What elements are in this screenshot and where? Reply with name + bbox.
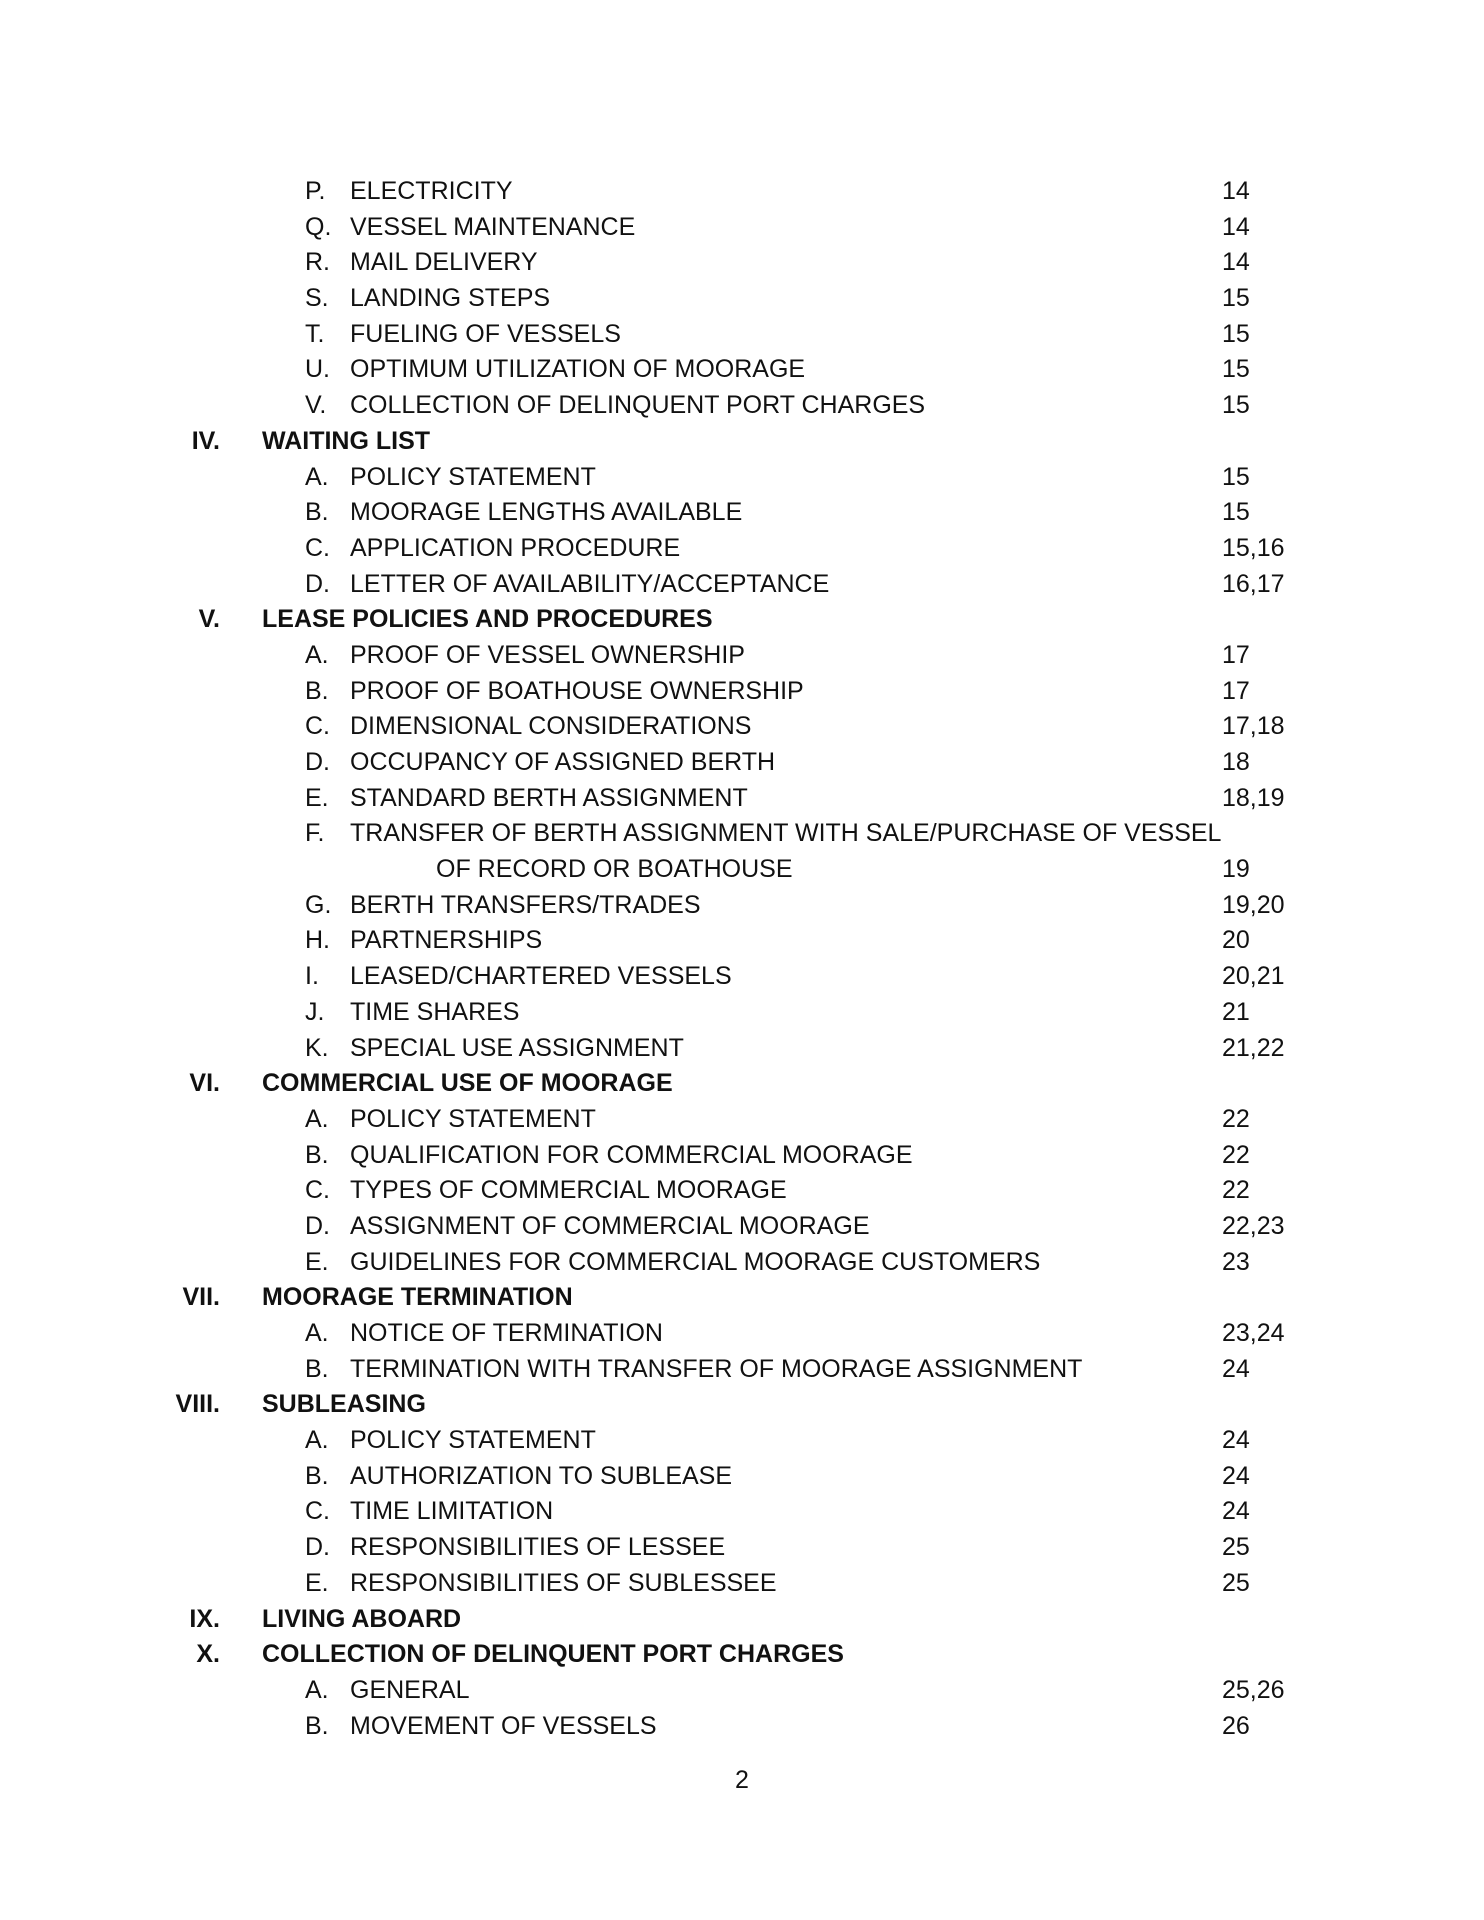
toc-section-heading (0, 1602, 1484, 1638)
entry-letter: B. (305, 1711, 329, 1740)
toc-entry (0, 567, 1484, 603)
entry-page: 22,23 (1222, 1211, 1285, 1240)
entry-title: RESPONSIBILITIES OF SUBLESSEE (350, 1568, 777, 1597)
toc-entry (0, 959, 1484, 995)
entry-page: 15 (1222, 284, 1250, 313)
entry-letter: U. (305, 355, 330, 384)
entry-page: 15 (1222, 462, 1250, 491)
toc-entry (0, 352, 1484, 388)
entry-letter: F. (305, 819, 325, 848)
entry-letter: T. (305, 319, 325, 348)
entry-letter: A. (305, 1426, 329, 1455)
entry-title: ELECTRICITY (350, 177, 513, 205)
entry-letter: G. (305, 890, 332, 919)
entry-title: NOTICE OF TERMINATION (350, 1319, 663, 1347)
section-title: COMMERCIAL USE OF MOORAGE (262, 1069, 673, 1098)
entry-title: DIMENSIONAL CONSIDERATIONS (350, 712, 752, 741)
entry-page: 17,18 (1222, 712, 1285, 741)
entry-title: OCCUPANCY OF ASSIGNED BERTH (350, 748, 776, 776)
toc-entry-continuation (0, 852, 1484, 888)
entry-title: VESSEL MAINTENANCE (350, 212, 636, 241)
entry-title: PROOF OF BOATHOUSE OWNERSHIP (350, 676, 804, 705)
entry-page: 14 (1222, 248, 1250, 277)
section-numeral: IV. (191, 426, 220, 455)
toc-entry (0, 460, 1484, 496)
toc-entry (0, 781, 1484, 817)
entry-letter: B. (305, 1461, 329, 1490)
entry-page: 21,22 (1222, 1033, 1285, 1062)
entry-letter: C. (305, 1497, 330, 1526)
section-title: WAITING LIST (262, 426, 431, 455)
entry-page: 15 (1222, 391, 1250, 420)
entry-title: OPTIMUM UTILIZATION OF MOORAGE (350, 355, 806, 384)
section-numeral: VIII. (175, 1390, 220, 1419)
toc-entry (0, 1352, 1484, 1388)
entry-page: 14 (1222, 212, 1250, 241)
toc-entry (0, 317, 1484, 353)
toc-entry (0, 1566, 1484, 1602)
toc-entry (0, 281, 1484, 317)
entry-letter: C. (305, 1176, 330, 1205)
entry-letter: R. (305, 248, 330, 277)
entry-title: SPECIAL USE ASSIGNMENT (350, 1033, 684, 1062)
toc-entry (0, 816, 1484, 852)
entry-letter: H. (305, 926, 330, 955)
entry-letter: E. (305, 1568, 329, 1597)
toc-entry (0, 674, 1484, 710)
entry-title: TYPES OF COMMERCIAL MOORAGE (350, 1176, 787, 1205)
entry-title: LANDING STEPS (350, 284, 551, 313)
entry-letter: D. (305, 748, 330, 776)
entry-page: 24 (1222, 1426, 1250, 1455)
toc-entry (0, 1245, 1484, 1281)
entry-title: MAIL DELIVERY (350, 248, 538, 277)
entry-title: MOVEMENT OF VESSELS (350, 1711, 657, 1740)
entry-page: 21 (1222, 997, 1250, 1026)
entry-letter: P. (305, 177, 326, 205)
entry-title: PROOF OF VESSEL OWNERSHIP (350, 640, 745, 669)
toc-entry (0, 1673, 1484, 1709)
toc-entry (0, 1316, 1484, 1352)
entry-title: PARTNERSHIPS (350, 926, 543, 955)
page-number: 2 (735, 1766, 749, 1794)
entry-page: 20 (1222, 926, 1250, 955)
entry-page: 19 (1222, 855, 1250, 884)
entry-title: LEASED/CHARTERED VESSELS (350, 962, 732, 991)
entry-page: 25,26 (1222, 1675, 1285, 1704)
entry-page: 25 (1222, 1568, 1250, 1597)
section-numeral: VI. (189, 1069, 220, 1098)
entry-title: ASSIGNMENT OF COMMERCIAL MOORAGE (350, 1211, 870, 1240)
toc-entry (0, 1530, 1484, 1566)
toc-entry (0, 995, 1484, 1031)
entry-title: FUELING OF VESSELS (350, 319, 621, 348)
section-title: LEASE POLICIES AND PROCEDURES (262, 605, 713, 634)
toc-section-heading (0, 1280, 1484, 1316)
entry-letter: D. (305, 1211, 330, 1240)
toc-section-heading (0, 602, 1484, 638)
entry-page: 24 (1222, 1461, 1250, 1490)
entry-title: APPLICATION PROCEDURE (350, 533, 681, 562)
entry-page: 26 (1222, 1711, 1250, 1740)
toc-entry (0, 745, 1484, 781)
entry-letter: I. (305, 962, 319, 991)
table-of-contents (0, 174, 1484, 1744)
entry-letter: D. (305, 1533, 330, 1562)
entry-title: TIME SHARES (350, 997, 520, 1026)
toc-entry (0, 638, 1484, 674)
section-title: COLLECTION OF DELINQUENT PORT CHARGES (262, 1640, 844, 1669)
entry-page: 22 (1222, 1104, 1250, 1133)
toc-entry (0, 1459, 1484, 1495)
section-title: LIVING ABOARD (262, 1604, 462, 1633)
toc-entry (0, 388, 1484, 424)
entry-letter: C. (305, 533, 330, 562)
entry-title: TIME LIMITATION (350, 1497, 554, 1526)
toc-entry (0, 495, 1484, 531)
entry-page: 24 (1222, 1354, 1250, 1383)
toc-entry (0, 1209, 1484, 1245)
entry-page: 16,17 (1222, 569, 1285, 598)
section-numeral: VII. (182, 1283, 220, 1312)
entry-page: 15,16 (1222, 533, 1285, 562)
entry-title: QUALIFICATION FOR COMMERCIAL MOORAGE (350, 1140, 913, 1169)
entry-letter: J. (305, 997, 325, 1026)
entry-title: STANDARD BERTH ASSIGNMENT (350, 783, 748, 812)
toc-entry (0, 1102, 1484, 1138)
entry-page: 17 (1222, 640, 1250, 669)
entry-title: POLICY STATEMENT (350, 1426, 596, 1455)
entry-letter: A. (305, 1319, 329, 1347)
entry-title: GENERAL (350, 1675, 470, 1704)
toc-entry (0, 531, 1484, 567)
entry-page: 23,24 (1222, 1319, 1285, 1347)
entry-title: BERTH TRANSFERS/TRADES (350, 890, 701, 919)
entry-title: OF RECORD OR BOATHOUSE (436, 855, 793, 884)
entry-letter: K. (305, 1033, 329, 1062)
section-numeral: V. (198, 605, 220, 634)
entry-page: 15 (1222, 319, 1250, 348)
entry-title: AUTHORIZATION TO SUBLEASE (350, 1461, 733, 1490)
entry-letter: A. (305, 1675, 329, 1704)
entry-title: TERMINATION WITH TRANSFER OF MOORAGE ASSIGNMENT (350, 1354, 1083, 1383)
entry-title: MOORAGE LENGTHS AVAILABLE (350, 498, 743, 527)
toc-entry (0, 1031, 1484, 1067)
toc-entry (0, 1494, 1484, 1530)
entry-page: 25 (1222, 1533, 1250, 1562)
toc-entry (0, 888, 1484, 924)
section-title: MOORAGE TERMINATION (262, 1283, 573, 1312)
entry-letter: S. (305, 284, 329, 313)
entry-title: LETTER OF AVAILABILITY/ACCEPTANCE (350, 569, 830, 598)
entry-letter: D. (305, 569, 330, 598)
entry-letter: A. (305, 1104, 329, 1133)
toc-entry (0, 1138, 1484, 1174)
entry-page: 15 (1222, 355, 1250, 384)
toc-section-heading (0, 424, 1484, 460)
entry-letter: Q. (305, 212, 332, 241)
entry-title: GUIDELINES FOR COMMERCIAL MOORAGE CUSTOMERS (350, 1247, 1041, 1276)
section-title: SUBLEASING (262, 1390, 426, 1419)
entry-page: 22 (1222, 1140, 1250, 1169)
entry-letter: B. (305, 1354, 329, 1383)
toc-entry (0, 923, 1484, 959)
toc-entry (0, 210, 1484, 246)
toc-section-heading (0, 1387, 1484, 1423)
entry-letter: V. (305, 391, 327, 420)
entry-page: 19,20 (1222, 890, 1285, 919)
entry-page: 15 (1222, 498, 1250, 527)
entry-page: 18,19 (1222, 783, 1285, 812)
section-numeral: IX. (189, 1604, 220, 1633)
toc-entry (0, 1423, 1484, 1459)
entry-page: 20,21 (1222, 962, 1285, 991)
toc-entry (0, 245, 1484, 281)
toc-entry (0, 1709, 1484, 1745)
entry-letter: E. (305, 1247, 329, 1276)
entry-letter: B. (305, 498, 329, 527)
toc-entry (0, 1173, 1484, 1209)
entry-page: 22 (1222, 1176, 1250, 1205)
toc-section-heading (0, 1637, 1484, 1673)
entry-title: TRANSFER OF BERTH ASSIGNMENT WITH SALE/PURCHASE OF VESSEL (350, 819, 1222, 848)
entry-page: 24 (1222, 1497, 1250, 1526)
entry-letter: A. (305, 462, 329, 491)
entry-title: RESPONSIBILITIES OF LESSEE (350, 1533, 726, 1562)
entry-title: COLLECTION OF DELINQUENT PORT CHARGES (350, 391, 926, 420)
toc-entry (0, 174, 1484, 210)
entry-page: 17 (1222, 676, 1250, 705)
entry-page: 18 (1222, 748, 1250, 776)
section-numeral: X. (196, 1640, 220, 1669)
entry-title: POLICY STATEMENT (350, 462, 596, 491)
entry-letter: B. (305, 1140, 329, 1169)
toc-section-heading (0, 1066, 1484, 1102)
entry-letter: E. (305, 783, 329, 812)
entry-letter: A. (305, 640, 329, 669)
entry-page: 14 (1222, 177, 1250, 205)
toc-entry (0, 709, 1484, 745)
entry-letter: B. (305, 676, 329, 705)
entry-page: 23 (1222, 1247, 1250, 1276)
entry-letter: C. (305, 712, 330, 741)
entry-title: POLICY STATEMENT (350, 1104, 596, 1133)
